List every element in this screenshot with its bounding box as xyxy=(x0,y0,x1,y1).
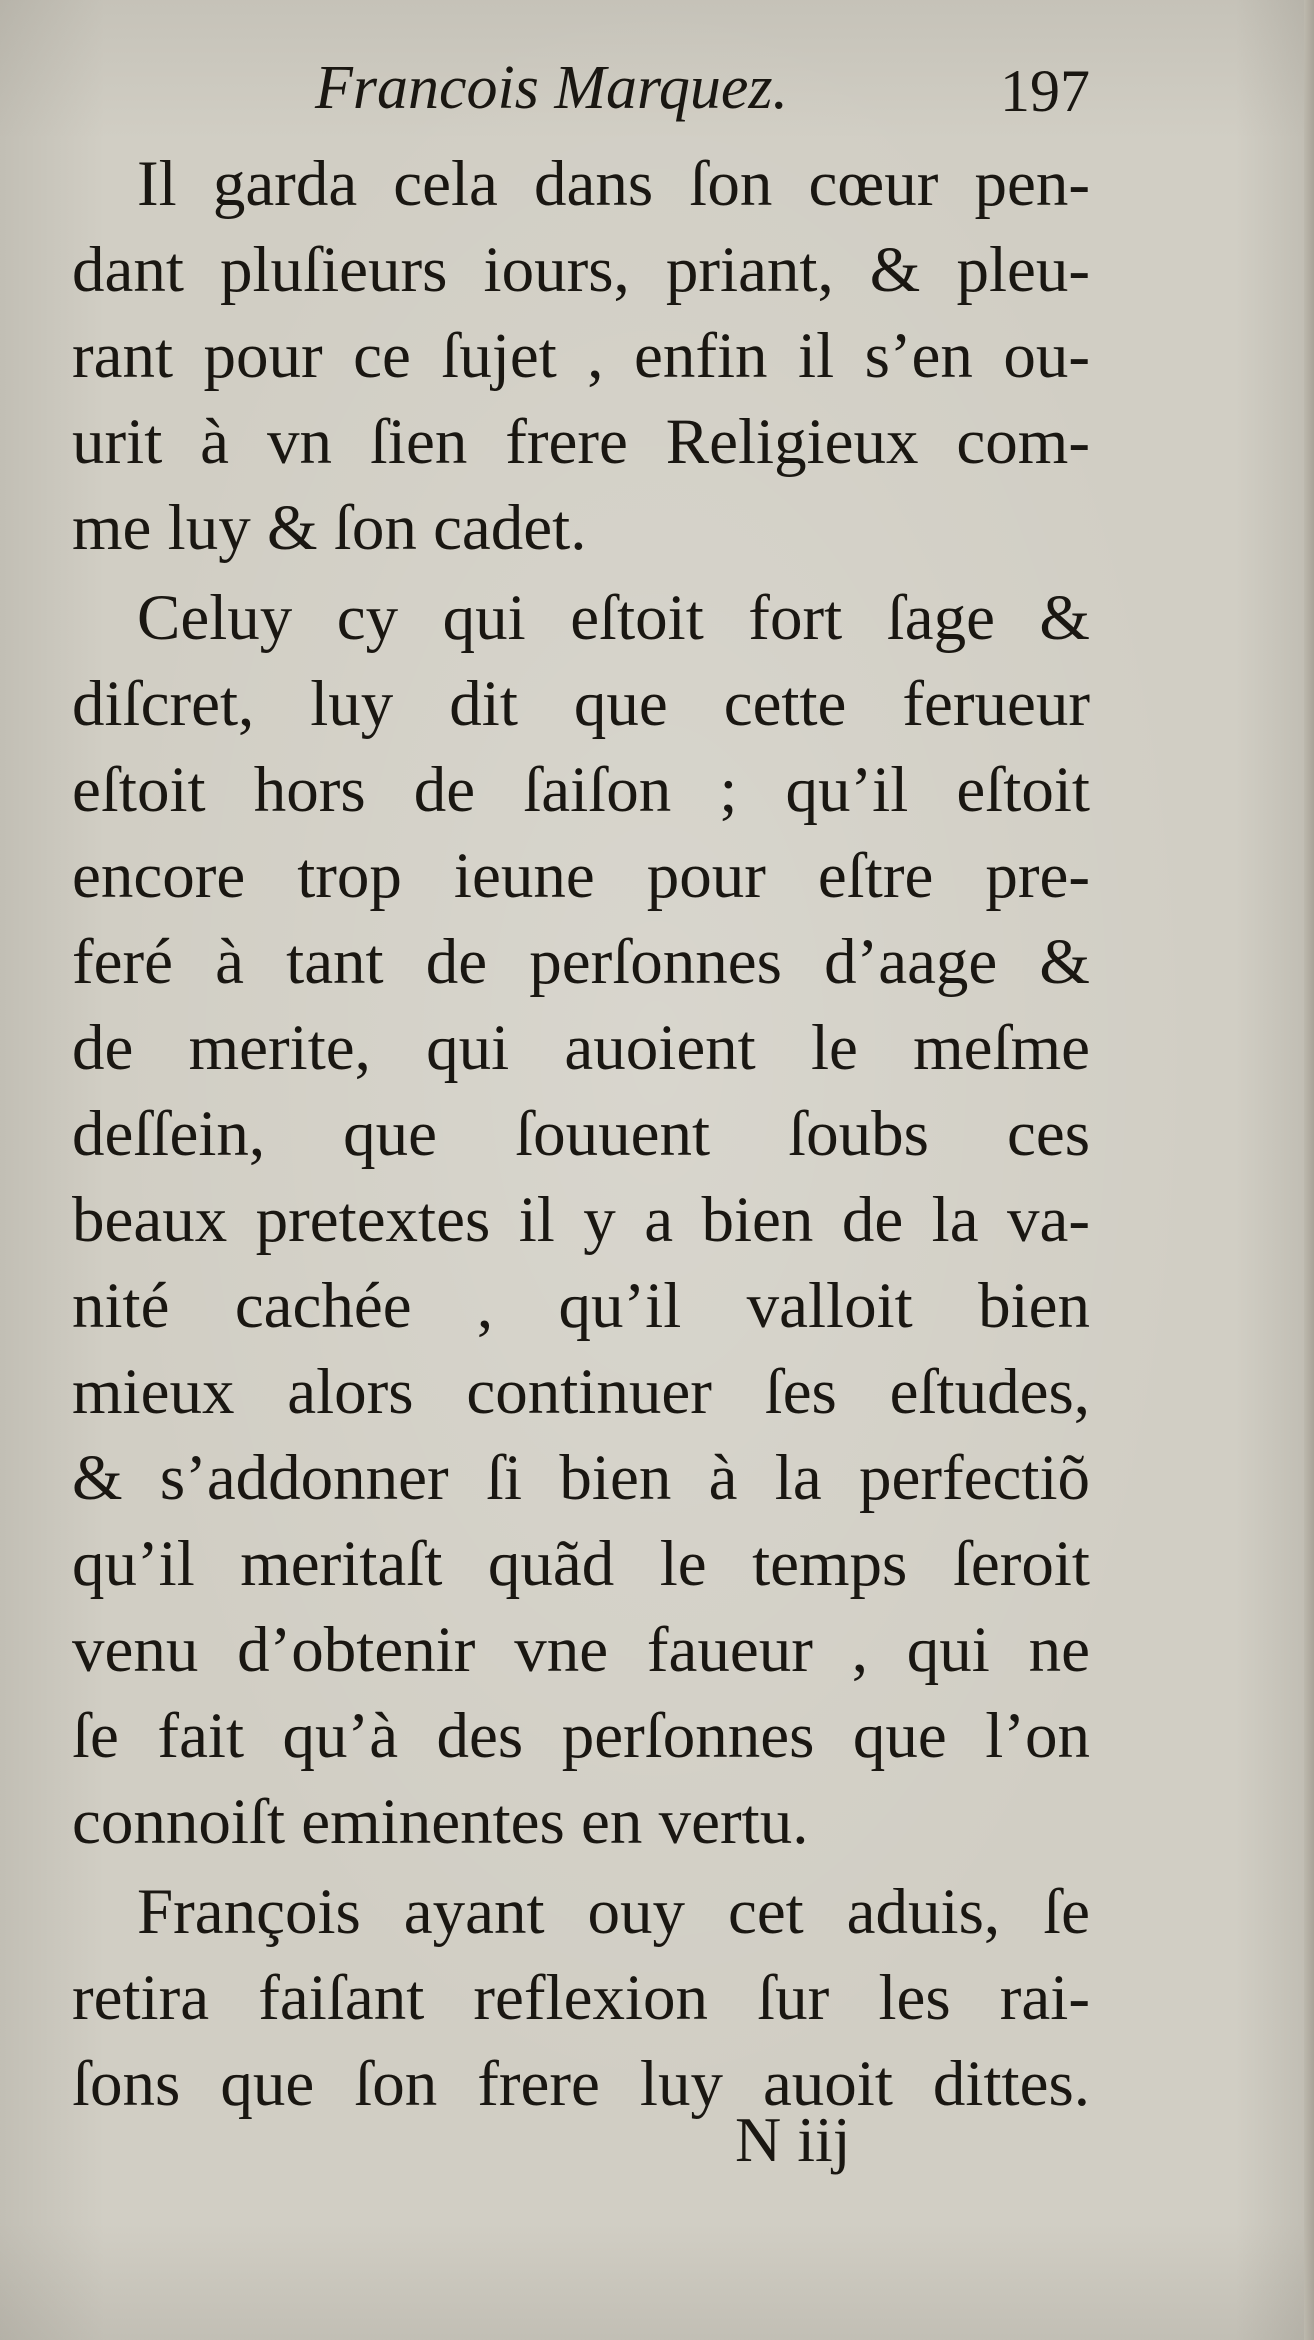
text-line: ſe fait qu’à des perſonnes que l’on xyxy=(72,1700,1090,1772)
text-line: ſons que ſon frere luy auoit dittes. xyxy=(72,2048,1090,2120)
text-line: eſtoit hors de ſaiſon ; qu’il eſtoit xyxy=(72,754,1090,826)
text-line: & s’addonner ſi bien à la perfectiõ xyxy=(72,1442,1090,1514)
text-line: rant pour ce ſujet , enfin il s’en ou- xyxy=(72,320,1090,392)
running-head xyxy=(70,55,1090,135)
body-text xyxy=(72,141,1090,2127)
text-line: retira faiſant reflexion ſur les rai- xyxy=(72,1962,1090,2034)
signature-mark: N iij xyxy=(735,2104,851,2175)
text-line: qu’il meritaſt quãd le temps ſeroit xyxy=(72,1528,1090,1600)
text-line: Celuy cy qui eſtoit fort ſage & xyxy=(137,582,1090,654)
text-line: me luy & ſon cadet. xyxy=(72,492,587,564)
text-line: beaux pretextes il y a bien de la va- xyxy=(72,1184,1090,1256)
text-line: François ayant ouy cet aduis, ſe xyxy=(137,1876,1090,1948)
text-line: mieux alors continuer ſes eſtudes, xyxy=(72,1356,1090,1428)
paragraph-3 xyxy=(72,1869,1090,2127)
text-line: de merite, qui auoient le meſme xyxy=(72,1012,1090,1084)
page-edge-shadow xyxy=(1304,0,1314,2340)
text-line: urit à vn ſien frere Religieux com- xyxy=(72,406,1090,478)
page-number: 197 xyxy=(1000,58,1090,124)
running-title: Francois Marquez. xyxy=(315,54,788,122)
text-line: feré à tant de perſonnes d’aage & xyxy=(72,926,1090,998)
text-line: encore trop ieune pour eſtre pre- xyxy=(72,840,1090,912)
text-line: venu d’obtenir vne faueur , qui ne xyxy=(72,1614,1090,1686)
text-line: connoiſt eminentes en vertu. xyxy=(72,1786,809,1858)
paragraph-1 xyxy=(72,141,1090,571)
text-line: diſcret, luy dit que cette ferueur xyxy=(72,668,1090,740)
paragraph-2 xyxy=(72,575,1090,1865)
text-line: deſſein, que ſouuent ſoubs ces xyxy=(72,1098,1090,1170)
text-line: nité cachée , qu’il valloit bien xyxy=(72,1270,1090,1342)
text-line: dant pluſieurs iours, priant, & pleu- xyxy=(72,234,1090,306)
text-line: Il garda cela dans ſon cœur pen- xyxy=(137,148,1090,220)
